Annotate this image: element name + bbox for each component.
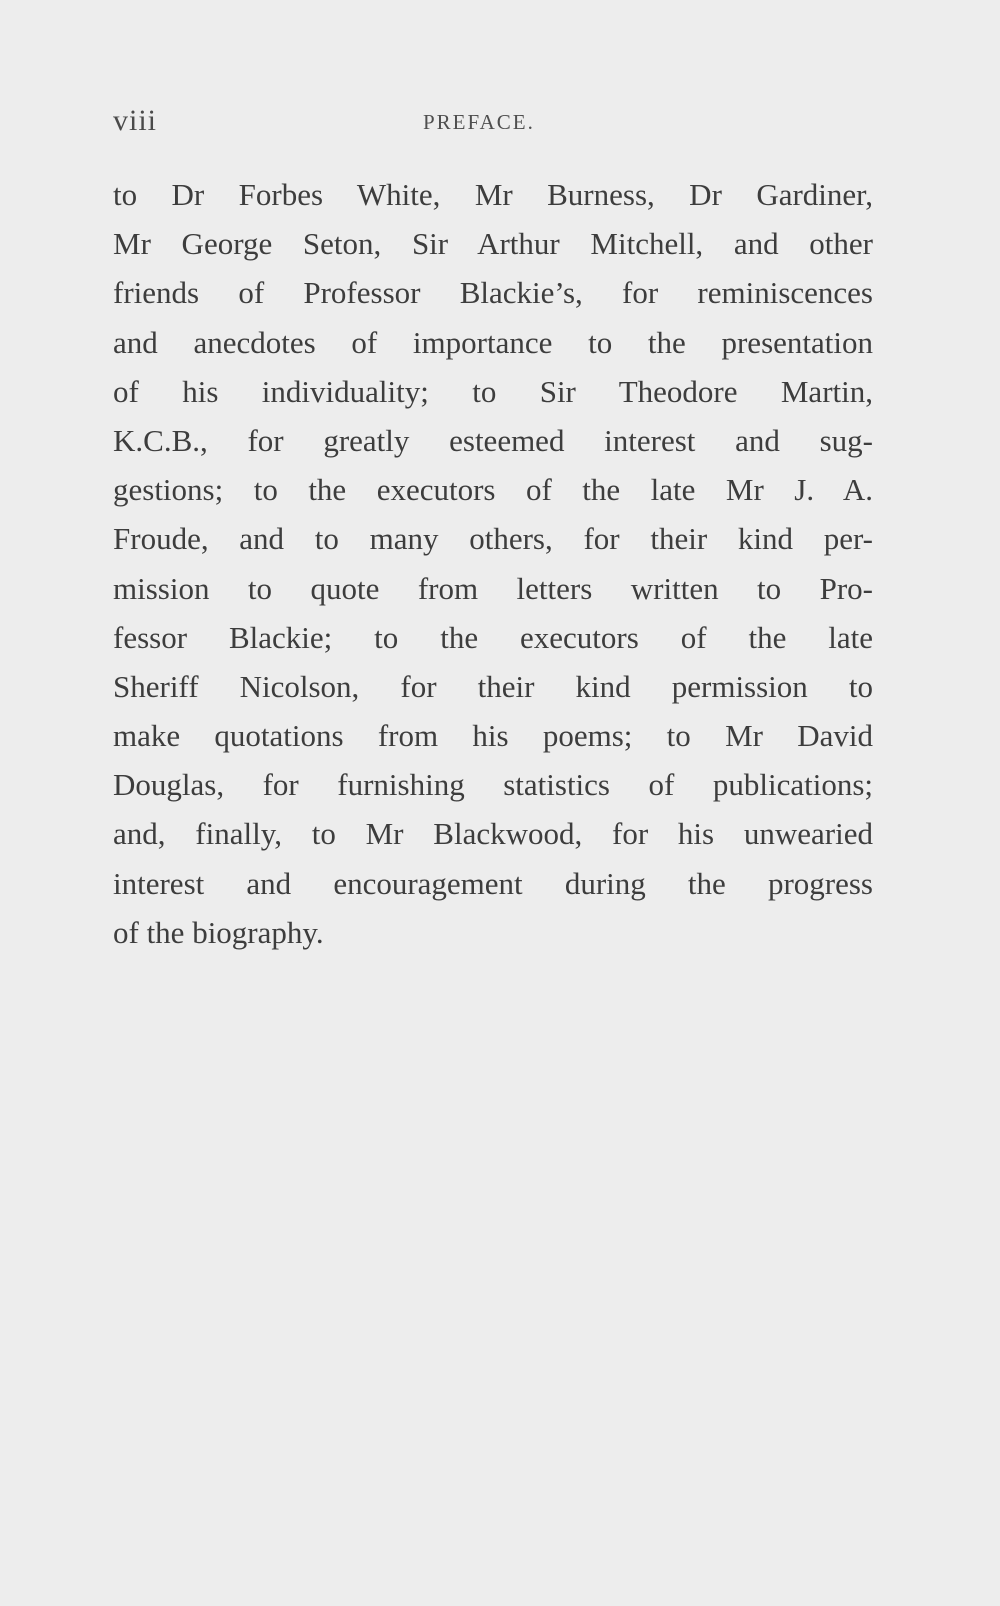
page-number: viii [113, 104, 158, 137]
text-line: and anecdotes of importance to the presentation [113, 324, 873, 360]
text-line: Sheriff Nicolson, for their kind permission to [113, 668, 873, 704]
running-head [113, 104, 873, 144]
text-line: interest and encouragement during the progress [113, 865, 873, 901]
text-line: Douglas, for furnishing statistics of publications; [113, 767, 873, 803]
text-line: fessor Blackie; to the executors of the late [113, 619, 873, 655]
text-line: mission to quote from letters written to Pro- [113, 570, 873, 606]
text-line: Mr George Seton, Sir Arthur Mitchell, and other [113, 226, 873, 262]
text-line: Froude, and to many others, for their kind per- [113, 521, 873, 557]
text-line: to Dr Forbes White, Mr Burness, Dr Gardiner, [113, 177, 873, 212]
text-line: gestions; to the executors of the late Mr J. A. [113, 472, 873, 508]
text-line: make quotations from his poems; to Mr David [113, 718, 873, 754]
text-line: friends of Professor Blackie’s, for reminiscences [113, 275, 873, 311]
text-line: K.C.B., for greatly esteemed interest and sug- [113, 422, 873, 458]
preface-paragraph [113, 170, 873, 957]
text-line: of the biography. [113, 914, 324, 950]
running-head-title: PREFACE. [423, 110, 535, 134]
text-line: of his individuality; to Sir Theodore Martin, [113, 373, 873, 409]
text-line: and, finally, to Mr Blackwood, for his unwearied [113, 816, 873, 852]
